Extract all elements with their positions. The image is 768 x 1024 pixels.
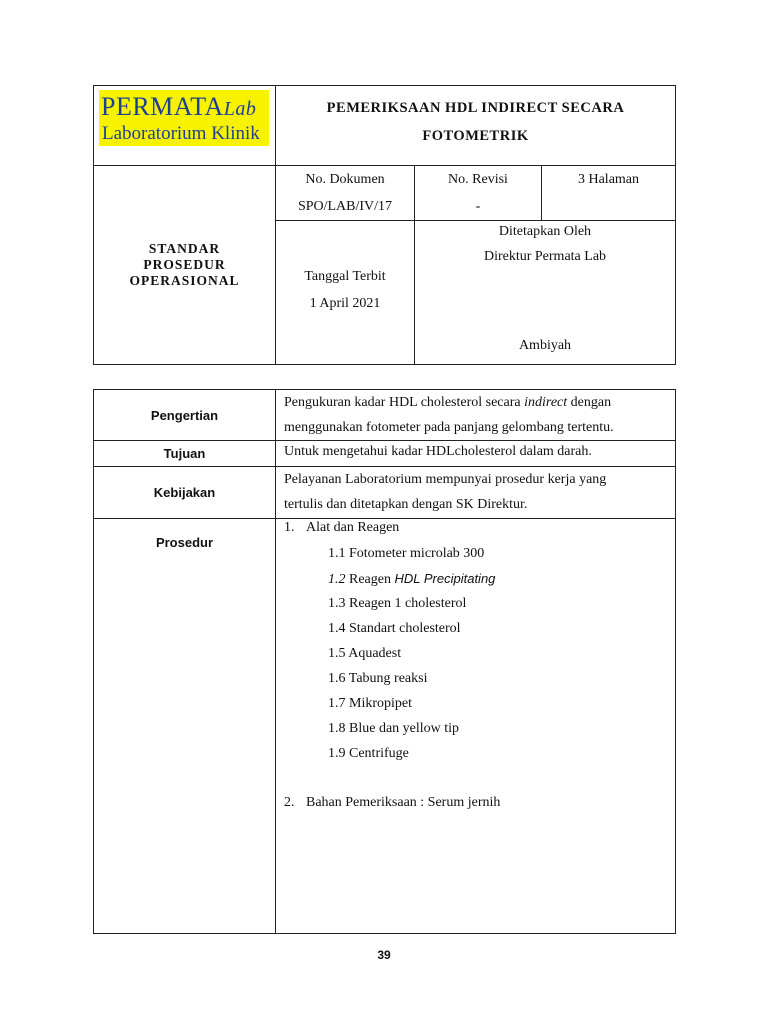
page-number: 39 bbox=[377, 948, 391, 962]
logo-cell bbox=[94, 86, 276, 166]
kebijakan-text bbox=[276, 467, 676, 519]
kebijakan-label: Kebijakan bbox=[94, 467, 276, 519]
tujuan-label: Tujuan bbox=[94, 441, 276, 467]
step2-number: 2. bbox=[284, 795, 295, 810]
list-item: 1.2 Reagen HDL Precipitating bbox=[328, 571, 496, 587]
approval-cell bbox=[415, 221, 676, 365]
pengertian-text-a: Pengukuran kadar HDL cholesterol secara bbox=[284, 395, 525, 410]
document-title-line2: FOTOMETRIK bbox=[422, 128, 529, 144]
pengertian-label: Pengertian bbox=[94, 390, 276, 441]
pengertian-text-italic: indirect bbox=[524, 395, 568, 410]
step1-title: Alat dan Reagen bbox=[306, 520, 400, 535]
logo-subtitle: Laboratorium Klinik bbox=[102, 123, 260, 144]
tujuan-text: Untuk mengetahui kadar HDLcholesterol dalam darah. bbox=[276, 441, 676, 467]
doc-number-value: SPO/LAB/IV/17 bbox=[297, 199, 393, 214]
logo-brand-suffix: Lab bbox=[223, 98, 257, 120]
issue-date-value: 1 April 2021 bbox=[309, 296, 381, 311]
kebijakan-line2: tertulis dan ditetapkan dengan SK Direktur. bbox=[284, 497, 528, 512]
logo-brand: PERMATA bbox=[101, 92, 224, 121]
sop-label-line3: OPERASIONAL bbox=[129, 273, 240, 288]
pages-value: 3 Halaman bbox=[577, 172, 640, 187]
pengertian-text bbox=[276, 390, 676, 441]
document-title-cell bbox=[276, 86, 676, 166]
issue-date-label: Tanggal Terbit bbox=[304, 269, 386, 284]
procedure-table bbox=[93, 389, 676, 934]
permata-lab-logo bbox=[99, 90, 269, 146]
approved-by: Direktur Permata Lab bbox=[483, 249, 607, 264]
sop-label-line1: STANDAR bbox=[148, 241, 221, 256]
sop-label-line2: PROSEDUR bbox=[143, 257, 226, 272]
document-title-line1: PEMERIKSAAN HDL INDIRECT SECARA bbox=[326, 100, 625, 116]
sop-label-cell bbox=[94, 166, 276, 365]
doc-number-label: No. Dokumen bbox=[305, 172, 385, 187]
prosedur-label: Prosedur bbox=[94, 519, 276, 934]
list-item: 1.9 Centrifuge bbox=[328, 746, 409, 761]
pengertian-text-line2: menggunakan fotometer pada panjang gelombang tertentu. bbox=[284, 420, 614, 435]
step2-title: Bahan Pemeriksaan : Serum jernih bbox=[306, 795, 501, 810]
list-item: 1.7 Mikropipet bbox=[328, 696, 412, 711]
sop-header-table bbox=[93, 85, 676, 365]
issue-date-cell bbox=[276, 221, 415, 365]
step1-number: 1. bbox=[284, 520, 295, 535]
signer-name: Ambiyah bbox=[518, 338, 572, 353]
revision-value: - bbox=[475, 199, 481, 214]
prosedur-content bbox=[276, 519, 676, 934]
revision-cell bbox=[415, 166, 542, 221]
list-item: 1.3 Reagen 1 cholesterol bbox=[328, 596, 467, 611]
list-item: 1.6 Tabung reaksi bbox=[328, 671, 428, 686]
list-item: 1.8 Blue dan yellow tip bbox=[328, 721, 460, 736]
list-item: 1.5 Aquadest bbox=[328, 646, 402, 661]
pengertian-text-b: dengan bbox=[567, 395, 612, 410]
list-item: 1.4 Standart cholesterol bbox=[328, 621, 461, 636]
doc-number-cell bbox=[276, 166, 415, 221]
revision-label: No. Revisi bbox=[448, 172, 508, 187]
kebijakan-line1: Pelayanan Laboratorium mempunyai prosedur kerja yang bbox=[284, 472, 607, 487]
approved-label: Ditetapkan Oleh bbox=[498, 224, 592, 239]
pages-cell bbox=[542, 166, 676, 221]
list-item: 1.1 Fotometer microlab 300 bbox=[328, 546, 485, 561]
